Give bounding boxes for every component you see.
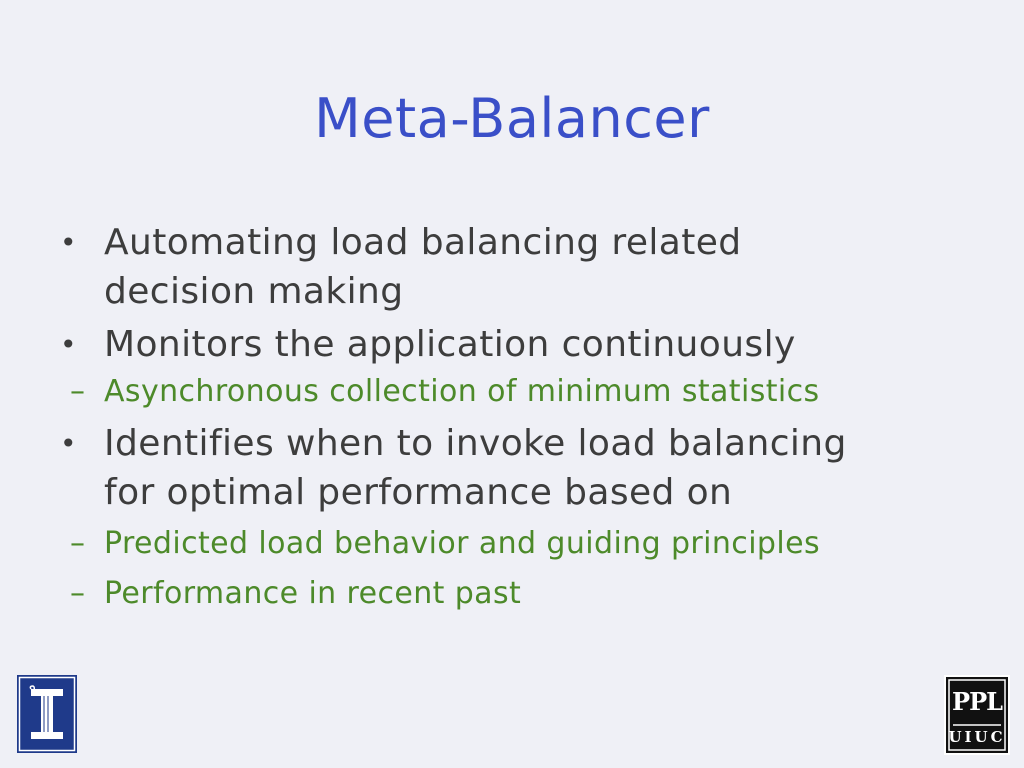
uiuc-logo-text: UIUC <box>948 728 1006 746</box>
bullet-item <box>58 419 958 619</box>
bullet-marker: • <box>60 328 77 361</box>
sub-bullet-marker: – <box>70 576 86 611</box>
sub-bullet-text: Asynchronous collection of minimum statistics <box>104 374 820 409</box>
bullet-text-line: decision making <box>104 271 404 312</box>
ppl-logo <box>944 675 1010 755</box>
bullet-item <box>58 218 958 316</box>
bullet-text-line: Automating load balancing related <box>104 222 742 263</box>
bullet-item <box>58 320 958 417</box>
bullet-marker: • <box>60 226 77 259</box>
bullet-text-line: Identifies when to invoke load balancing <box>104 423 847 464</box>
sub-bullet-marker: – <box>70 526 86 561</box>
sub-bullet-list <box>58 367 958 417</box>
sub-bullet-item <box>58 569 958 619</box>
sub-bullet-text: Predicted load behavior and guiding principles <box>104 526 820 561</box>
sub-bullet-item <box>58 519 958 569</box>
bullet-marker: • <box>60 427 77 460</box>
sub-bullet-marker: – <box>70 374 86 409</box>
illinois-logo-icon <box>17 675 77 753</box>
sub-bullet-text: Performance in recent past <box>104 576 522 611</box>
bullet-text-line: Monitors the application continuously <box>104 324 796 365</box>
sub-bullet-item <box>58 367 958 417</box>
bullet-list <box>58 218 958 619</box>
sub-bullet-list <box>58 519 958 619</box>
ppl-logo-text: PPL <box>952 687 1002 716</box>
slide-title: Meta-Balancer <box>314 87 710 150</box>
bullet-text-line: for optimal performance based on <box>104 472 733 513</box>
